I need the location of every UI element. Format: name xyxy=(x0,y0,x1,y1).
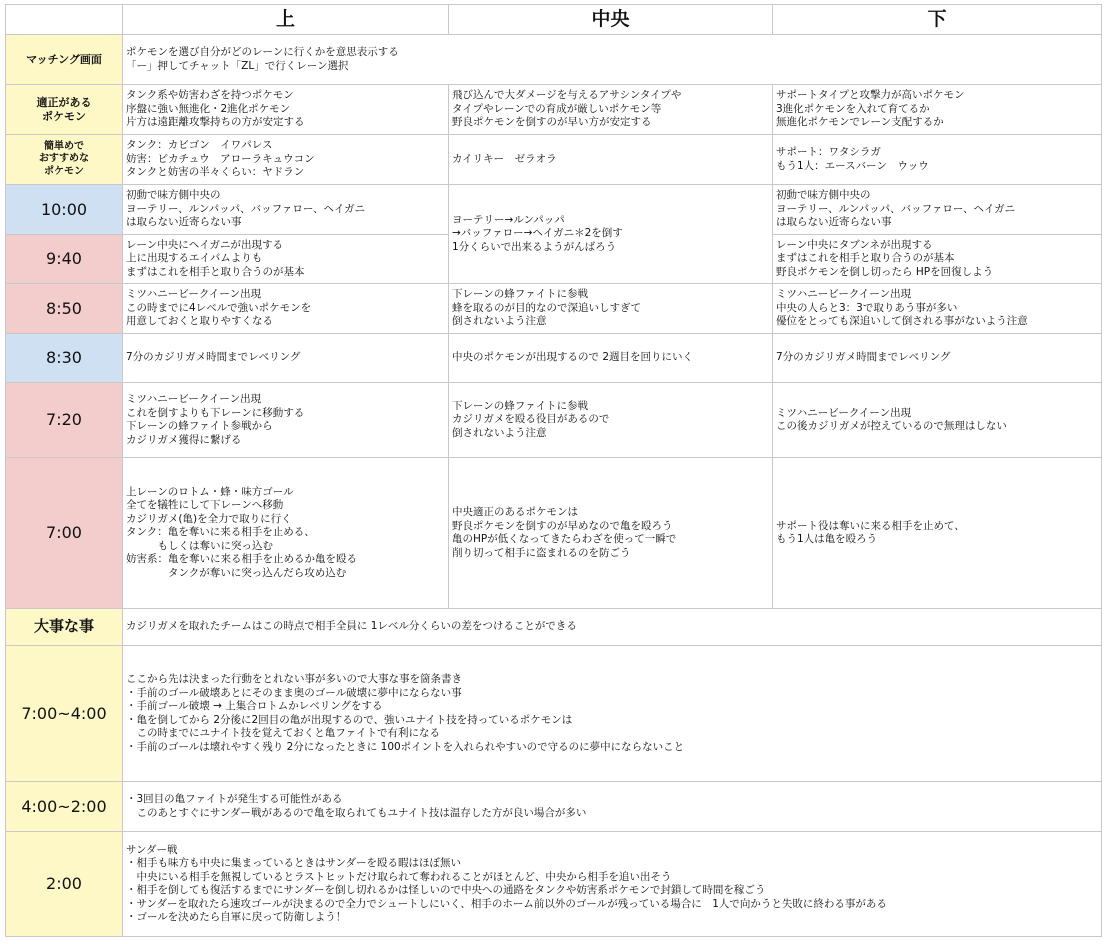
t720-bottom: ミツハニービークイーン出現 この後カジリガメが控えているので無理はしない xyxy=(773,383,1102,458)
header-row xyxy=(6,5,1102,35)
label-important: 大事な事 xyxy=(6,609,123,646)
t400-200-text: ・3回目の亀ファイトが発生する可能性がある このあとすぐにサンダー戦があるので亀を取られてもユナイト技は温存した方が良い場合が多い xyxy=(123,782,1102,832)
row-important xyxy=(6,609,1102,646)
header-center-lane: 中央 xyxy=(449,5,773,35)
row-700-400 xyxy=(6,646,1102,782)
matching-text: ポケモンを選び自分がどのレーンに行くかを意思表示する 「ー」押してチャット「ZL」で行くレーン選択 xyxy=(123,35,1102,85)
aptitude-top: タンク系や妨害わざを持つポケモン 序盤に強い無進化・2進化ポケモン 片方は遠距離攻撃持ちの方が安定する xyxy=(123,85,449,135)
easy-bottom: サポート：ワタシラガ もう1人：エースバーン ウッウ xyxy=(773,135,1102,185)
easy-mid: カイリキー ゼラオラ xyxy=(449,135,773,185)
label-850: 8:50 xyxy=(6,284,123,334)
label-easy: 簡単めで おすすめな ポケモン xyxy=(6,135,123,185)
t850-mid: 下レーンの蜂ファイトに参戦 蜂を取るのが目的なので深追いしすぎて 倒されないよう注意 xyxy=(449,284,773,334)
header-top-lane: 上 xyxy=(123,5,449,35)
important-text: カジリガメを取れたチームはこの時点で相手全員に 1レベル分くらいの差をつけることができる xyxy=(123,609,1102,646)
t940-bottom: レーン中央にタブンネが出現する まずはこれを相手と取り合うのが基本 野良ポケモンを倒し切ったら HPを回復しよう xyxy=(773,235,1102,284)
t850-bottom: ミツハニービークイーン出現 中央の人らと3：3で取りあう事が多い 優位をとっても深追いして倒される事がないよう注意 xyxy=(773,284,1102,334)
t830-mid: 中央のポケモンが出現するので 2週目を回りにいく xyxy=(449,334,773,383)
label-400-200: 4:00~2:00 xyxy=(6,782,123,832)
row-720 xyxy=(6,383,1102,458)
label-aptitude: 適正がある ポケモン xyxy=(6,85,123,135)
header-bottom-lane: 下 xyxy=(773,5,1102,35)
aptitude-bottom: サポートタイプと攻撃力が高いポケモン 3進化ポケモンを入れて育てるか 無進化ポケモンでレーン支配するか xyxy=(773,85,1102,135)
aptitude-mid: 飛び込んで大ダメージを与えるアサシンタイプや タイプやレーンでの育成が厳しいポケモン等 野良ポケモンを倒すのが早い方が安定する xyxy=(449,85,773,135)
label-700: 7:00 xyxy=(6,458,123,609)
easy-top: タンク：カビゴン イワパレス 妨害：ピカチュウ アローラキュウコン タンクと妨害の半々くらい：ヤドラン xyxy=(123,135,449,185)
t940-top: レーン中央にヘイガニが出現する 上に出現するエイパムよりも まずはこれを相手と取り合うのが基本 xyxy=(123,235,449,284)
t200-text: サンダー戦 ・相手も味方も中央に集まっているときはサンダーを殴る暇はほぼ無い 中央にいる相手を無視しているとラストヒットだけ取られて奪われることがほとんど、中央から相手を追い出そう ・相手を倒しても復活するまでにサンダーを倒し切れるかは怪しいので中央への通路をタンクや妨害系ポケモンで封鎖して時間を稼ごう ・サンダーを取れたら速攻ゴールが決まるので全力でシュートしにいく、相手のホーム前以外のゴールが残っている場合に 1人で向かうと失敗に終わる事がある ・ゴールを決めたら自軍に戻って防衛しよう！ xyxy=(123,832,1102,937)
header-corner xyxy=(6,5,123,35)
row-400-200 xyxy=(6,782,1102,832)
t1000-940-mid: ヨーテリー→ルンパッパ →バッファロー→ヘイガニ＊2を倒す 1分くらいで出来るようがんばろう xyxy=(449,185,773,284)
label-200: 2:00 xyxy=(6,832,123,937)
label-720: 7:20 xyxy=(6,383,123,458)
row-aptitude xyxy=(6,85,1102,135)
t720-top: ミツハニービークイーン出現 これを倒すよりも下レーンに移動する 下レーンの蜂ファイト参戦から カジリガメ獲得に繋げる xyxy=(123,383,449,458)
row-easy xyxy=(6,135,1102,185)
t700-bottom: サポート役は奪いに来る相手を止めて、 もう1人は亀を殴ろう xyxy=(773,458,1102,609)
label-1000: 10:00 xyxy=(6,185,123,235)
row-200 xyxy=(6,832,1102,937)
row-700 xyxy=(6,458,1102,609)
label-matching: マッチング画面 xyxy=(6,35,123,85)
label-830: 8:30 xyxy=(6,334,123,383)
row-matching xyxy=(6,35,1102,85)
row-850 xyxy=(6,284,1102,334)
label-940: 9:40 xyxy=(6,235,123,284)
t850-top: ミツハニービークイーン出現 この時までに4レベルで強いポケモンを 用意しておくと取りやすくなる xyxy=(123,284,449,334)
t1000-bottom: 初動で味方側中央の ヨーテリー、ルンパッパ、バッファロー、ヘイガニ は取らない近寄らない事 xyxy=(773,185,1102,235)
t830-bottom: 7分のカジリガメ時間までレベリング xyxy=(773,334,1102,383)
t720-mid: 下レーンの蜂ファイトに参戦 カジリガメを殴る役目があるので 倒されないよう注意 xyxy=(449,383,773,458)
row-830 xyxy=(6,334,1102,383)
t830-top: 7分のカジリガメ時間までレベリング xyxy=(123,334,449,383)
t700-top: 上レーンのロトム・蜂・味方ゴール 全てを犠牲にして下レーンへ移動 カジリガメ(亀)を全力で取りに行く タンク：亀を奪いに来る相手を止める、 もしくは奪いに突っ込む 妨害系：亀を奪いに来る相手を止めるか亀を殴る タンクが奪いに突っ込んだら攻め込む xyxy=(123,458,449,609)
strategy-table xyxy=(5,4,1102,937)
t700-400-text: ここから先は決まった行動をとれない事が多いので大事な事を箇条書き ・手前のゴール破壊あとにそのまま奥のゴール破壊に夢中にならない事 ・手前ゴール破壊 → 上集合ロトムかレベリングをする ・亀を倒してから 2分後に2回目の亀が出現するので、強いユナイト技を持っているポケモンは この時までにユナイト技を覚えておくと亀ファイトで有利になる ・手前のゴールは壊れやすく残り 2分になったときに 100ポイントを入れられやすいので守るのに夢中にならないこと xyxy=(123,646,1102,782)
label-700-400: 7:00~4:00 xyxy=(6,646,123,782)
t700-mid: 中央適正のあるポケモンは 野良ポケモンを倒すのが早めなので亀を殴ろう 亀のHPが低くなってきたらわざを使って一瞬で 削り切って相手に盗まれるのを防ごう xyxy=(449,458,773,609)
t1000-top: 初動で味方側中央の ヨーテリー、ルンパッパ、バッファロー、ヘイガニ は取らない近寄らない事 xyxy=(123,185,449,235)
row-1000 xyxy=(6,185,1102,235)
